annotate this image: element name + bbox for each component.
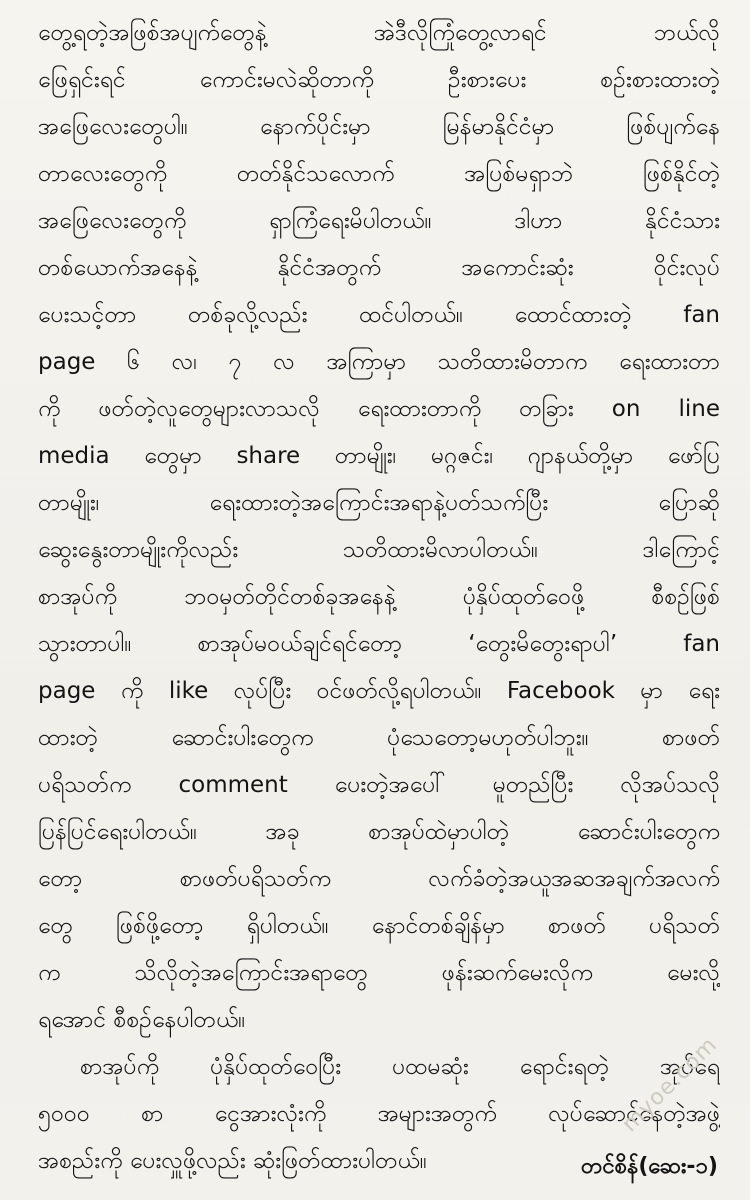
text-line: တစ်ယောက်အနေနဲ့ နိုင်ငံအတွက် အကောင်းဆုံး ဝိုင်းလုပ် [38,255,720,281]
text-line: တွေ့ရတဲ့အဖြစ်အပျက်တွေနဲ့ အဲဒီလိုကြုံတွေ့လာရင် ဘယ်လို [38,20,720,46]
text-line: page ကို like လုပ်ပြီး ဝင်ဖတ်လို့ရပါတယ်။ Facebook မှာ ရေး [38,678,720,704]
text-line: ပေးသင့်တာ တစ်ခုလို့လည်း ထင်ပါတယ်။ ထောင်ထားတဲ့ fan [38,302,720,328]
text-line: တာမျိုး၊ ရေးထားတဲ့အကြောင်းအရာနဲ့ပတ်သက်ပြီး ပြောဆို [38,490,720,516]
author-signature: တင်စိန်(ဆေး-၁) [581,1154,718,1179]
text-line: စာအုပ်ကို ဘဝမှတ်တိုင်တစ်ခုအနေနဲ့ ပုံနှိပ်ထုတ်ဝေဖို့ စီစဉ်ဖြစ် [38,584,720,610]
text-line: တာလေးတွေကို တတ်နိုင်သလောက် အပြစ်မရှာဘဲ ဖြစ်နိုင်တဲ့ [38,161,720,187]
text-line: ရအောင် စီစဉ်နေပါတယ်။ [38,1007,246,1033]
text-line: ဖြေရှင်းရင် ကောင်းမလဲဆိုတာကို ဦးစားပေး စဉ်းစားထားတဲ့ [38,67,720,93]
text-line: အစည်းကို ပေးလှူဖို့လည်း ဆုံးဖြတ်ထားပါတယ်။ [38,1148,427,1174]
text-line: တွေ ဖြစ်ဖို့တော့ ရှိပါတယ်။ နောင်တစ်ချိန်မှာ စာဖတ် ပရိသတ် [38,913,720,939]
text-line: က သိလိုတဲ့အကြောင်းအရာတွေ ဖုန်းဆက်မေးလိုက မေးလို့ [38,960,720,986]
text-line: media တွေမှာ share တာမျိုး၊ မဂ္ဂဇင်း၊ ဂျာနယ်တို့မှာ ဖော်ပြ [38,443,720,469]
text-line: page ၆ လ၊ ၇ လ အကြာမှာ သတိထားမိတာက ရေးထားတာ [38,349,720,375]
text-line: အဖြေလေးတွေကို ရှာကြံရေးမိပါတယ်။ ဒါဟာ နိုင်ငံသား [38,208,720,234]
text-line: သွားတာပါ။ စာအုပ်မဝယ်ချင်ရင်တော့ ‘တွေးမိတွေးရာပါ’ fan [38,631,720,657]
text-line: စာအုပ်ကို ပုံနှိပ်ထုတ်ဝေပြီး ပထမဆုံး ရောင်းရတဲ့ အုပ်ရေ [80,1054,720,1080]
text-line: တော့ စာဖတ်ပရိသတ်က လက်ခံတဲ့အယူအဆအချက်အလက် [38,866,720,892]
text-line: အဖြေလေးတွေပါ။ နောက်ပိုင်းမှာ မြန်မာနိုင်ငံမှာ ဖြစ်ပျက်နေ [38,114,720,140]
text-line: ပြန်ပြင်ရေးပါတယ်။ အခု စာအုပ်ထဲမှာပါတဲ့ ဆောင်းပါးတွေက [38,819,720,845]
text-line: ၅၀၀၀ စာ ငွေအားလုံးကို အများအတွက် လုပ်ဆောင်နေတဲ့အဖွဲ့ [38,1101,720,1127]
text-line: ထားတဲ့ ဆောင်းပါးတွေက ပုံသေတော့မဟုတ်ပါဘူး။ စာဖတ် [38,725,720,751]
body-text [38,10,720,1185]
watermark: myoe.com [617,1032,722,1138]
text-line: ပရိသတ်က comment ပေးတဲ့အပေါ် မူတည်ပြီး လိုအပ်သလို [38,772,720,798]
text-line: ကို ဖတ်တဲ့လူတွေများလာသလို ရေးထားတာကို တခြား on line [38,396,720,422]
text-line: ဆွေးနွေးတာမျိုးကိုလည်း သတိထားမိလာပါတယ်။ ဒါကြောင့် [38,537,720,563]
